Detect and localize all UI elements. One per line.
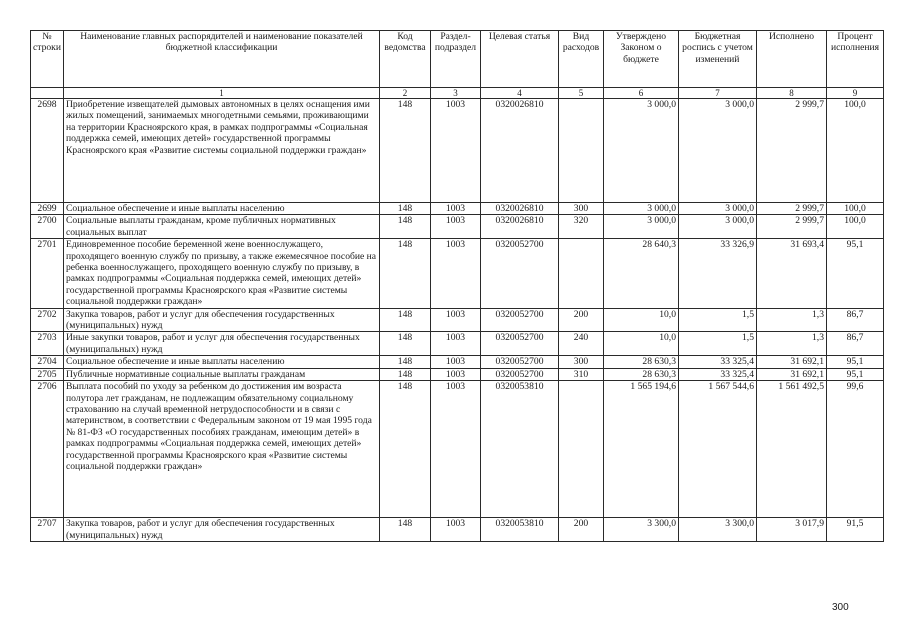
row-executed: 1,3 bbox=[757, 308, 827, 332]
row-percent: 95,1 bbox=[827, 239, 884, 308]
col-header-expense-type: Вид расходов bbox=[559, 31, 604, 88]
row-executed: 3 017,9 bbox=[757, 518, 827, 542]
row-section: 1003 bbox=[431, 215, 481, 239]
row-budget-schedule: 3 000,0 bbox=[679, 215, 757, 239]
col-number: 6 bbox=[604, 88, 679, 99]
col-number: 3 bbox=[431, 88, 481, 99]
row-department-code: 148 bbox=[380, 356, 431, 368]
row-section: 1003 bbox=[431, 239, 481, 308]
row-budget-schedule: 3 000,0 bbox=[679, 99, 757, 203]
row-executed: 31 693,4 bbox=[757, 239, 827, 308]
row-expense-type bbox=[559, 239, 604, 308]
row-expense-type: 300 bbox=[559, 203, 604, 215]
col-header-name: Наименование главных распорядителей и наименование показателей бюджетной классификации bbox=[64, 31, 380, 88]
row-section: 1003 bbox=[431, 332, 481, 356]
row-percent: 91,5 bbox=[827, 518, 884, 542]
row-number: 2698 bbox=[31, 99, 64, 203]
col-number: 5 bbox=[559, 88, 604, 99]
row-name: Закупка товаров, работ и услуг для обеспечения государственных (муниципальных) нужд bbox=[64, 308, 380, 332]
row-department-code: 148 bbox=[380, 203, 431, 215]
row-name: Закупка товаров, работ и услуг для обеспечения государственных (муниципальных) нужд bbox=[64, 518, 380, 542]
col-number: 4 bbox=[481, 88, 559, 99]
row-name: Единовременное пособие беременной жене военнослужащего, проходящего военную службу по призыву, а также ежемесячное пособие на ребенка военнослужащего, проходящего военную службу по призыву, в рамках подпрограммы «Социальная поддержка семей, имеющих детей» государственной программы Красноярского края «Развитие системы социальной поддержки граждан» bbox=[64, 239, 380, 308]
row-department-code: 148 bbox=[380, 215, 431, 239]
row-number: 2707 bbox=[31, 518, 64, 542]
row-percent: 100,0 bbox=[827, 203, 884, 215]
row-section: 1003 bbox=[431, 368, 481, 380]
row-name: Приобретение извещателей дымовых автономных в целях оснащения ими жилых помещений, занимаемых многодетными семьями, проживающими на территории Красноярского края, в рамках подпрограммы «Социальная поддержка семей, имеющих детей» государственной программы Красноярского края «Развитие системы социальной поддержки граждан» bbox=[64, 99, 380, 203]
row-name: Социальные выплаты гражданам, кроме публичных нормативных социальных выплат bbox=[64, 215, 380, 239]
row-section: 1003 bbox=[431, 381, 481, 518]
row-budget-schedule: 3 000,0 bbox=[679, 203, 757, 215]
table-row bbox=[31, 381, 884, 518]
table-row bbox=[31, 203, 884, 215]
row-budget-schedule: 1 567 544,6 bbox=[679, 381, 757, 518]
row-target-article: 0320026810 bbox=[481, 99, 559, 203]
row-number: 2703 bbox=[31, 332, 64, 356]
row-approved: 28 640,3 bbox=[604, 239, 679, 308]
row-approved: 28 630,3 bbox=[604, 356, 679, 368]
table-row bbox=[31, 368, 884, 380]
row-number: 2702 bbox=[31, 308, 64, 332]
row-percent: 95,1 bbox=[827, 368, 884, 380]
row-section: 1003 bbox=[431, 203, 481, 215]
row-approved: 3 000,0 bbox=[604, 99, 679, 203]
row-approved: 3 000,0 bbox=[604, 203, 679, 215]
column-number-row bbox=[31, 88, 884, 99]
col-header-department-code: Код ведомства bbox=[380, 31, 431, 88]
row-number: 2700 bbox=[31, 215, 64, 239]
row-target-article: 0320052700 bbox=[481, 356, 559, 368]
col-header-approved: Утверждено Законом о бюджете bbox=[604, 31, 679, 88]
row-expense-type bbox=[559, 381, 604, 518]
col-number: 9 bbox=[827, 88, 884, 99]
row-expense-type: 200 bbox=[559, 308, 604, 332]
row-percent: 86,7 bbox=[827, 332, 884, 356]
table-row bbox=[31, 308, 884, 332]
row-department-code: 148 bbox=[380, 99, 431, 203]
row-budget-schedule: 1,5 bbox=[679, 308, 757, 332]
row-percent: 99,6 bbox=[827, 381, 884, 518]
row-expense-type: 240 bbox=[559, 332, 604, 356]
col-number: 8 bbox=[757, 88, 827, 99]
row-approved: 3 000,0 bbox=[604, 215, 679, 239]
row-target-article: 0320026810 bbox=[481, 215, 559, 239]
row-number: 2705 bbox=[31, 368, 64, 380]
row-executed: 2 999,7 bbox=[757, 99, 827, 203]
row-department-code: 148 bbox=[380, 368, 431, 380]
col-header-section: Раздел-подраздел bbox=[431, 31, 481, 88]
col-header-executed: Исполнено bbox=[757, 31, 827, 88]
row-name: Социальное обеспечение и иные выплаты населению bbox=[64, 356, 380, 368]
row-approved: 3 300,0 bbox=[604, 518, 679, 542]
table-row bbox=[31, 215, 884, 239]
row-number: 2706 bbox=[31, 381, 64, 518]
row-executed: 2 999,7 bbox=[757, 203, 827, 215]
col-number: 2 bbox=[380, 88, 431, 99]
row-expense-type: 320 bbox=[559, 215, 604, 239]
table-row bbox=[31, 518, 884, 542]
col-header-percent: Процент исполнения bbox=[827, 31, 884, 88]
col-header-budget-schedule: Бюджетная роспись с учетом изменений bbox=[679, 31, 757, 88]
header-row bbox=[31, 31, 884, 88]
row-approved: 10,0 bbox=[604, 332, 679, 356]
row-target-article: 0320052700 bbox=[481, 308, 559, 332]
row-number: 2701 bbox=[31, 239, 64, 308]
row-percent: 100,0 bbox=[827, 215, 884, 239]
row-department-code: 148 bbox=[380, 239, 431, 308]
row-approved: 1 565 194,6 bbox=[604, 381, 679, 518]
row-executed: 1,3 bbox=[757, 332, 827, 356]
col-header-target-article: Целевая статья bbox=[481, 31, 559, 88]
row-department-code: 148 bbox=[380, 381, 431, 518]
table-row bbox=[31, 99, 884, 203]
col-number: 1 bbox=[64, 88, 380, 99]
row-section: 1003 bbox=[431, 518, 481, 542]
row-budget-schedule: 1,5 bbox=[679, 332, 757, 356]
row-target-article: 0320053810 bbox=[481, 518, 559, 542]
row-name: Социальное обеспечение и иные выплаты населению bbox=[64, 203, 380, 215]
row-percent: 86,7 bbox=[827, 308, 884, 332]
row-percent: 100,0 bbox=[827, 99, 884, 203]
row-executed: 2 999,7 bbox=[757, 215, 827, 239]
row-name: Иные закупки товаров, работ и услуг для обеспечения государственных (муниципальных) нужд bbox=[64, 332, 380, 356]
row-section: 1003 bbox=[431, 308, 481, 332]
row-target-article: 0320052700 bbox=[481, 239, 559, 308]
col-number bbox=[31, 88, 64, 99]
row-budget-schedule: 3 300,0 bbox=[679, 518, 757, 542]
row-department-code: 148 bbox=[380, 308, 431, 332]
row-section: 1003 bbox=[431, 356, 481, 368]
row-target-article: 0320052700 bbox=[481, 368, 559, 380]
budget-execution-table bbox=[30, 30, 884, 542]
row-budget-schedule: 33 325,4 bbox=[679, 356, 757, 368]
row-number: 2699 bbox=[31, 203, 64, 215]
row-executed: 31 692,1 bbox=[757, 356, 827, 368]
row-target-article: 0320053810 bbox=[481, 381, 559, 518]
row-expense-type bbox=[559, 99, 604, 203]
row-budget-schedule: 33 325,4 bbox=[679, 368, 757, 380]
row-expense-type: 200 bbox=[559, 518, 604, 542]
row-target-article: 0320052700 bbox=[481, 332, 559, 356]
row-executed: 31 692,1 bbox=[757, 368, 827, 380]
row-section: 1003 bbox=[431, 99, 481, 203]
row-name: Выплата пособий по уходу за ребенком до достижения им возраста полутора лет гражданам, не подлежащим обязательному социальному страхованию на случай временной нетрудоспособности и в связи с материнством, в соответствии с Федеральным законом от 19 мая 1995 года № 81-ФЗ «О государственных пособиях гражданам, имеющим детей» в рамках подпрограммы «Социальная поддержка семей, имеющих детей» государственной программы Красноярского края «Развитие системы социальной поддержки граждан» bbox=[64, 381, 380, 518]
row-number: 2704 bbox=[31, 356, 64, 368]
row-approved: 28 630,3 bbox=[604, 368, 679, 380]
page-number: 300 bbox=[832, 602, 849, 613]
row-target-article: 0320026810 bbox=[481, 203, 559, 215]
table-row bbox=[31, 239, 884, 308]
col-number: 7 bbox=[679, 88, 757, 99]
row-expense-type: 300 bbox=[559, 356, 604, 368]
row-department-code: 148 bbox=[380, 332, 431, 356]
row-budget-schedule: 33 326,9 bbox=[679, 239, 757, 308]
row-expense-type: 310 bbox=[559, 368, 604, 380]
row-executed: 1 561 492,5 bbox=[757, 381, 827, 518]
row-name: Публичные нормативные социальные выплаты гражданам bbox=[64, 368, 380, 380]
row-department-code: 148 bbox=[380, 518, 431, 542]
row-approved: 10,0 bbox=[604, 308, 679, 332]
table-row bbox=[31, 332, 884, 356]
table-row bbox=[31, 356, 884, 368]
col-header-row-number: № строки bbox=[31, 31, 64, 88]
row-percent: 95,1 bbox=[827, 356, 884, 368]
